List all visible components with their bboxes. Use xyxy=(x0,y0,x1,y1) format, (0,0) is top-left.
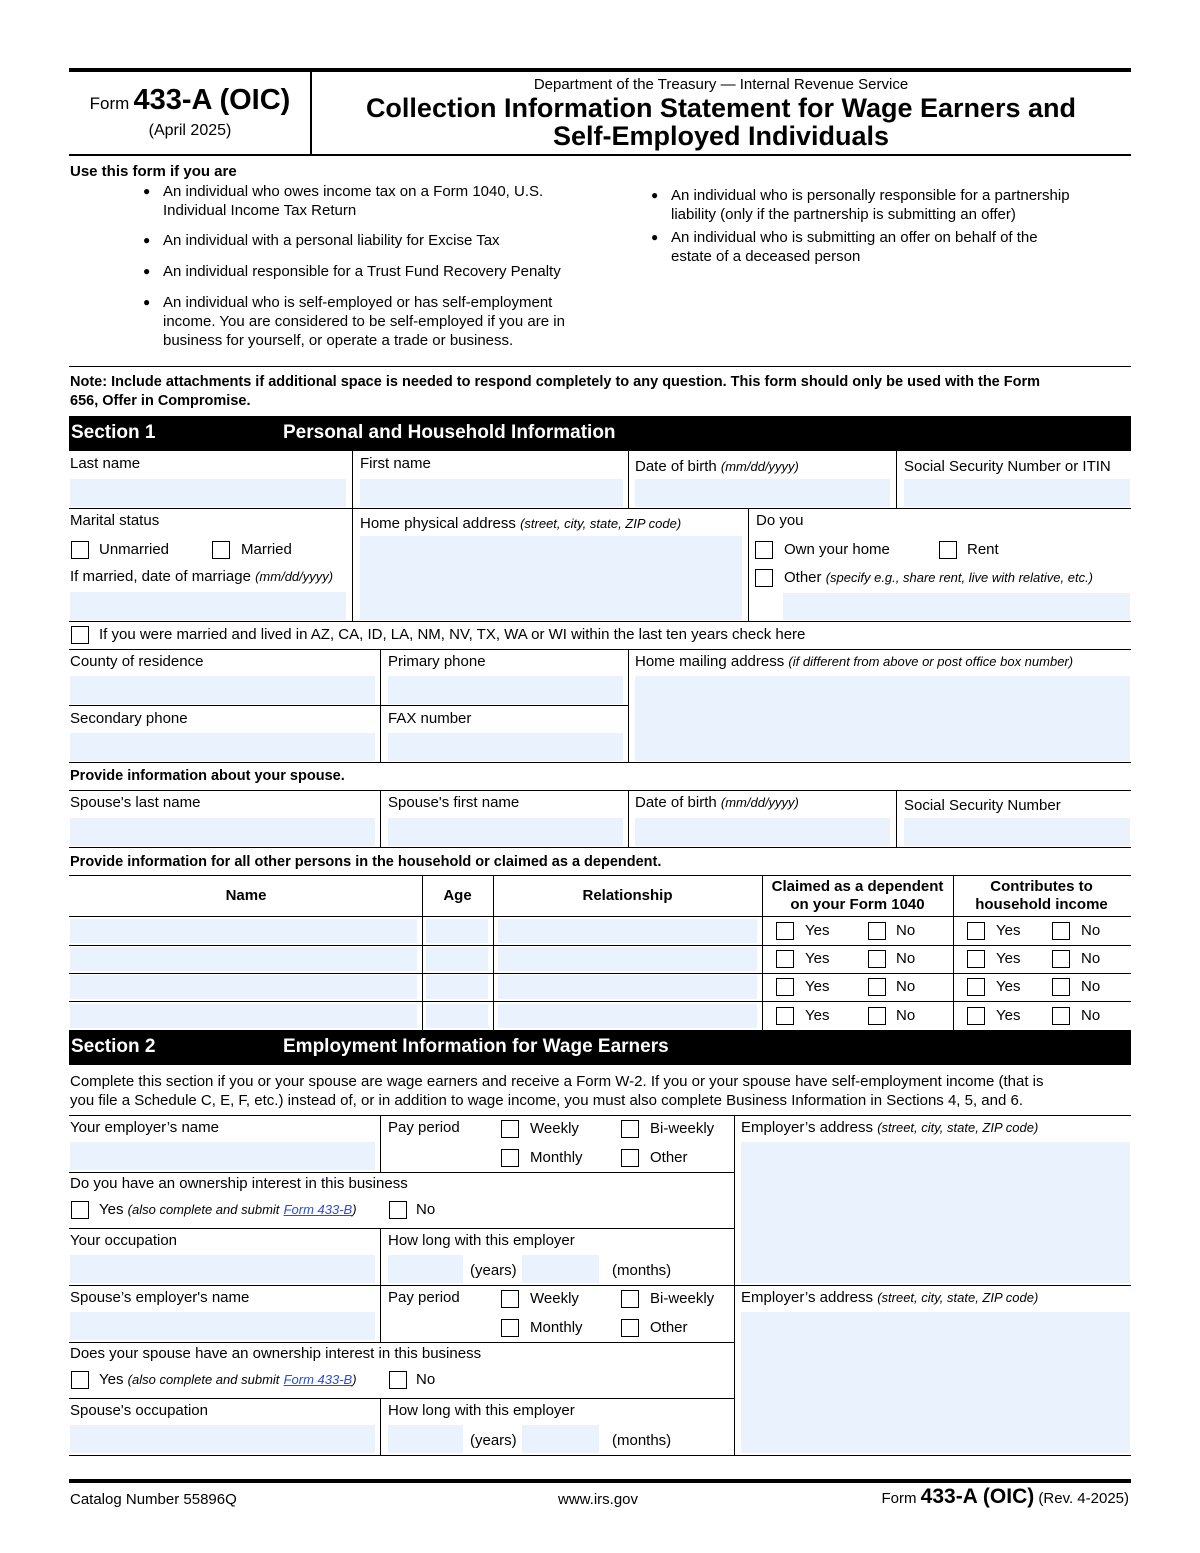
spouse-ssn-input[interactable] xyxy=(904,818,1130,846)
self-ownership-label: Do you have an ownership interest in this business xyxy=(70,1175,408,1192)
self-employer-name-input[interactable] xyxy=(70,1142,375,1170)
fax-label: FAX number xyxy=(388,710,472,727)
claimed-yes-checkbox[interactable] xyxy=(776,1007,794,1025)
row-rule xyxy=(69,1228,734,1229)
self-ownership-yes-label xyxy=(99,1201,357,1218)
divider xyxy=(628,790,629,847)
spouse-pay-period-label: Pay period xyxy=(388,1289,460,1306)
contrib-yes-checkbox[interactable] xyxy=(967,950,985,968)
title-line-1: Collection Information Statement for Wage Earners and xyxy=(365,93,1077,123)
bullet-4-line-2: income. You are considered to be self-employed if you are in xyxy=(163,313,565,330)
spouse-form-433b-link[interactable]: Form 433-B xyxy=(283,1372,353,1387)
row-rule xyxy=(69,1115,1131,1116)
last-name-label: Last name xyxy=(70,455,141,472)
spouse-ssn-label: Social Security Number xyxy=(904,797,1061,814)
form-prefix: Form xyxy=(89,94,130,113)
divider xyxy=(896,451,897,508)
marriage-date-label xyxy=(70,568,333,585)
row-rule xyxy=(69,1398,734,1399)
spouse-last-name-input[interactable] xyxy=(70,818,375,846)
spouse-ownership-yes-checkbox[interactable] xyxy=(71,1371,89,1389)
marriage-date-input[interactable] xyxy=(70,592,346,620)
section-2-title: Employment Information for Wage Earners xyxy=(283,1036,669,1057)
self-monthly-checkbox[interactable] xyxy=(501,1149,519,1167)
section-2-number: Section 2 xyxy=(71,1036,156,1057)
divider xyxy=(628,451,629,508)
spouse-ownership-no-checkbox[interactable] xyxy=(389,1371,407,1389)
bullet-dot-icon: ● xyxy=(143,264,151,278)
form-date: (April 2025) xyxy=(148,122,232,139)
household-age-input[interactable] xyxy=(426,947,488,971)
spouse-other-pay-label: Other xyxy=(650,1319,688,1336)
row-rule xyxy=(69,1285,1131,1286)
section-2-intro-line-1: Complete this section if you or your spouse are wage earners and receive a Form W-2. If you or your spouse have self-employment income (that is xyxy=(70,1073,1044,1090)
self-occupation-input[interactable] xyxy=(70,1255,375,1283)
col-claimed-line-1: Claimed as a dependent xyxy=(771,878,944,895)
bullet-2 xyxy=(143,231,500,250)
spouse-monthly-checkbox[interactable] xyxy=(501,1319,519,1337)
contrib-yes-checkbox[interactable] xyxy=(967,978,985,996)
do-you-label: Do you xyxy=(756,512,804,529)
other-housing-text: Other xyxy=(784,569,822,586)
household-relationship-input[interactable] xyxy=(498,919,757,943)
note-line-1: Note: Include attachments if additional space is needed to respond completely to any question. This form should only be used with the Form xyxy=(70,374,1041,390)
first-name-label: First name xyxy=(360,455,431,472)
household-name-input[interactable] xyxy=(70,1004,417,1028)
self-ownership-yes-checkbox[interactable] xyxy=(71,1201,89,1219)
row-rule xyxy=(69,508,1131,509)
household-age-input[interactable] xyxy=(426,975,488,999)
row-rule xyxy=(69,1342,734,1343)
contrib-no-label: No xyxy=(1081,978,1101,995)
col-relationship-header: Relationship xyxy=(582,887,673,904)
rent-label: Rent xyxy=(967,541,999,558)
spouse-close-paren: ) xyxy=(352,1372,357,1387)
first-name-input[interactable] xyxy=(360,479,623,507)
divider xyxy=(380,1285,381,1342)
bullet-1-line-2: Individual Income Tax Return xyxy=(163,202,357,219)
marital-status-label: Marital status xyxy=(70,512,160,529)
household-age-input[interactable] xyxy=(426,1004,488,1028)
col-name-header: Name xyxy=(225,887,267,904)
col-contrib-line-2: household income xyxy=(975,896,1108,913)
other-housing-input[interactable] xyxy=(783,593,1130,620)
self-biweekly-checkbox[interactable] xyxy=(621,1120,639,1138)
ssn-itin-input[interactable] xyxy=(904,479,1130,507)
bullet-6-line-1: An individual who is submitting an offer on behalf of the xyxy=(671,229,1038,246)
bullet-3-line-1: An individual responsible for a Trust Fund Recovery Penalty xyxy=(163,263,561,280)
other-housing-hint: (specify e.g., share rent, live with relative, etc.) xyxy=(825,570,1094,585)
self-employer-address-label xyxy=(741,1119,1038,1136)
bullet-dot-icon: ● xyxy=(143,184,151,198)
marriage-date-hint: (mm/dd/yyyy) xyxy=(255,569,334,584)
row-rule xyxy=(69,621,1131,622)
divider xyxy=(380,790,381,847)
secondary-phone-input[interactable] xyxy=(70,733,375,761)
claimed-no-checkbox[interactable] xyxy=(868,922,886,940)
mailing-address-label xyxy=(635,653,1073,670)
contrib-no-label: No xyxy=(1081,1007,1101,1024)
mailing-address-hint: (if different from above or post office box number) xyxy=(788,654,1074,669)
spouse-how-long-label: How long with this employer xyxy=(388,1402,575,1419)
note-line-2: 656, Offer in Compromise. xyxy=(70,393,251,409)
website: www.irs.gov xyxy=(558,1491,639,1508)
spouse-last-name-label: Spouse's last name xyxy=(70,794,201,811)
contrib-no-checkbox[interactable] xyxy=(1052,922,1070,940)
section-1-title: Personal and Household Information xyxy=(283,422,616,443)
footer-form-number: 433-A (OIC) xyxy=(920,1485,1035,1508)
note xyxy=(70,373,1130,411)
row-rule xyxy=(69,705,628,706)
spouse-employer-name-input[interactable] xyxy=(70,1312,375,1340)
unmarried-checkbox[interactable] xyxy=(71,541,89,559)
household-relationship-input[interactable] xyxy=(498,975,757,999)
dob-input[interactable] xyxy=(635,479,890,507)
bullet-6 xyxy=(651,228,1038,266)
claimed-no-label: No xyxy=(896,950,916,967)
self-years-input[interactable] xyxy=(388,1255,463,1283)
header-top-rule xyxy=(69,68,1131,72)
row-rule xyxy=(69,1172,734,1173)
bullet-4-line-3: business for yourself, or operate a trade or business. xyxy=(163,332,514,349)
row-rule xyxy=(69,790,1131,791)
spouse-biweekly-checkbox[interactable] xyxy=(621,1290,639,1308)
claimed-yes-label: Yes xyxy=(805,1007,830,1024)
home-address-text: Home physical address xyxy=(360,515,516,532)
marriage-date-text: If married, date of marriage xyxy=(70,568,251,585)
self-months-label: (months) xyxy=(612,1262,672,1279)
divider xyxy=(352,508,353,621)
married-label: Married xyxy=(241,541,292,558)
footer-form-prefix: Form xyxy=(881,1490,917,1507)
self-monthly-label: Monthly xyxy=(530,1149,583,1166)
claimed-yes-checkbox[interactable] xyxy=(776,978,794,996)
spouse-weekly-label: Weekly xyxy=(530,1290,579,1307)
spouse-employer-address-label xyxy=(741,1289,1038,1306)
spouse-ownership-no-label: No xyxy=(416,1371,436,1388)
self-employer-address-input[interactable] xyxy=(741,1142,1130,1283)
self-biweekly-label: Bi-weekly xyxy=(650,1120,715,1137)
intro-rule xyxy=(69,366,1131,367)
contrib-yes-checkbox[interactable] xyxy=(967,1007,985,1025)
bullet-4-line-1: An individual who is self-employed or has self-employment xyxy=(163,294,553,311)
community-property-checkbox[interactable] xyxy=(71,626,89,644)
claimed-no-checkbox[interactable] xyxy=(868,978,886,996)
spouse-employer-name-label: Spouse’s employer's name xyxy=(70,1289,250,1306)
footer-rule xyxy=(69,1479,1131,1483)
section-1-number: Section 1 xyxy=(71,422,156,443)
household-relationship-input[interactable] xyxy=(498,1004,757,1028)
bullet-2-line-1: An individual with a personal liability for Excise Tax xyxy=(163,232,500,249)
spouse-months-input[interactable] xyxy=(522,1425,599,1453)
form-id xyxy=(70,84,310,117)
self-how-long-label: How long with this employer xyxy=(388,1232,575,1249)
intro-heading: Use this form if you are xyxy=(70,163,237,180)
spouse-years-input[interactable] xyxy=(388,1425,463,1453)
contrib-yes-label: Yes xyxy=(996,978,1021,995)
footer-form-id xyxy=(881,1485,1129,1509)
claimed-no-checkbox[interactable] xyxy=(868,1007,886,1025)
mailing-address-input[interactable] xyxy=(635,676,1130,761)
contrib-no-label: No xyxy=(1081,922,1101,939)
page-title xyxy=(312,94,1130,150)
claimed-yes-checkbox[interactable] xyxy=(776,950,794,968)
row-rule xyxy=(69,1001,1131,1002)
divider xyxy=(380,1398,381,1455)
row-rule xyxy=(69,762,1131,763)
bullet-5-line-2: liability (only if the partnership is submitting an offer) xyxy=(671,206,1016,223)
married-checkbox[interactable] xyxy=(212,541,230,559)
household-age-input[interactable] xyxy=(426,919,488,943)
bullet-dot-icon: ● xyxy=(143,295,151,309)
dob-label xyxy=(635,458,799,475)
household-name-input[interactable] xyxy=(70,975,417,999)
contrib-no-checkbox[interactable] xyxy=(1052,1007,1070,1025)
self-weekly-checkbox[interactable] xyxy=(501,1120,519,1138)
other-housing-checkbox[interactable] xyxy=(755,569,773,587)
bullet-dot-icon: ● xyxy=(651,188,659,202)
contrib-yes-label: Yes xyxy=(996,950,1021,967)
self-ownership-no-label: No xyxy=(416,1201,436,1218)
spouse-first-name-input[interactable] xyxy=(388,818,623,846)
claimed-yes-label: Yes xyxy=(805,978,830,995)
form-number: 433-A (OIC) xyxy=(133,84,291,116)
spouse-biweekly-label: Bi-weekly xyxy=(650,1290,715,1307)
contrib-yes-label: Yes xyxy=(996,922,1021,939)
household-name-input[interactable] xyxy=(70,947,417,971)
spouse-heading: Provide information about your spouse. xyxy=(70,768,345,784)
bullet-dot-icon: ● xyxy=(651,230,659,244)
divider xyxy=(352,451,353,508)
col-claimed-line-2: on your Form 1040 xyxy=(790,896,925,913)
spouse-employer-address-hint: (street, city, state, ZIP code) xyxy=(877,1290,1039,1305)
divider xyxy=(734,1285,735,1455)
mailing-address-text: Home mailing address xyxy=(635,653,785,670)
primary-phone-label: Primary phone xyxy=(388,653,486,670)
unmarried-label: Unmarried xyxy=(99,541,170,558)
bullet-4 xyxy=(143,293,565,350)
bullet-5-line-1: An individual who is personally responsible for a partnership xyxy=(671,187,1070,204)
col-contrib-header xyxy=(953,878,1130,914)
spouse-dob-hint: (mm/dd/yyyy) xyxy=(720,795,799,810)
contrib-no-label: No xyxy=(1081,950,1101,967)
home-address-input[interactable] xyxy=(360,536,742,620)
col-age-header: Age xyxy=(443,887,472,904)
bullet-dot-icon: ● xyxy=(143,233,151,247)
household-heading: Provide information for all other persons in the household or claimed as a dependent. xyxy=(70,854,662,870)
spouse-weekly-checkbox[interactable] xyxy=(501,1290,519,1308)
footer-revision: (Rev. 4-2025) xyxy=(1038,1490,1129,1507)
header-bottom-rule xyxy=(69,154,1131,156)
own-home-checkbox[interactable] xyxy=(755,541,773,559)
county-label: County of residence xyxy=(70,653,204,670)
col-claimed-header xyxy=(762,878,953,914)
agency: Department of the Treasury — Internal Revenue Service xyxy=(533,76,909,93)
spouse-occupation-label: Spouse's occupation xyxy=(70,1402,208,1419)
ssn-itin-label: Social Security Number or ITIN xyxy=(904,458,1111,475)
self-weekly-label: Weekly xyxy=(530,1120,579,1137)
claimed-yes-checkbox[interactable] xyxy=(776,922,794,940)
self-occupation-label: Your occupation xyxy=(70,1232,178,1249)
contrib-no-checkbox[interactable] xyxy=(1052,978,1070,996)
spouse-years-label: (years) xyxy=(470,1432,517,1449)
self-years-label: (years) xyxy=(470,1262,517,1279)
self-also-complete: (also complete and submit xyxy=(127,1202,280,1217)
spouse-also-complete: (also complete and submit xyxy=(127,1372,280,1387)
section-1-header xyxy=(69,416,1131,451)
own-home-label: Own your home xyxy=(784,541,890,558)
home-address-label xyxy=(360,515,681,532)
contrib-no-checkbox[interactable] xyxy=(1052,950,1070,968)
divider xyxy=(896,790,897,847)
spouse-occupation-input[interactable] xyxy=(70,1425,375,1453)
self-months-input[interactable] xyxy=(522,1255,599,1283)
spouse-employer-address-text: Employer’s address xyxy=(741,1289,874,1306)
divider xyxy=(380,1228,381,1285)
dob-hint: (mm/dd/yyyy) xyxy=(720,459,799,474)
spouse-dob-label xyxy=(635,794,799,811)
divider xyxy=(628,649,629,762)
self-form-433b-link[interactable]: Form 433-B xyxy=(283,1202,353,1217)
bullet-3 xyxy=(143,262,561,281)
self-employer-address-text: Employer’s address xyxy=(741,1119,874,1136)
bullet-1-line-1: An individual who owes income tax on a Form 1040, U.S. xyxy=(163,183,544,200)
row-rule xyxy=(69,973,1131,974)
other-housing-label xyxy=(784,569,1093,586)
household-name-input[interactable] xyxy=(70,919,417,943)
divider xyxy=(380,1115,381,1172)
claimed-no-label: No xyxy=(896,922,916,939)
spouse-first-name-label: Spouse's first name xyxy=(388,794,520,811)
spouse-ownership-yes-text: Yes xyxy=(99,1371,124,1388)
spouse-employer-address-input[interactable] xyxy=(741,1312,1130,1453)
row-rule xyxy=(69,916,1131,917)
home-address-hint: (street, city, state, ZIP code) xyxy=(520,516,682,531)
spouse-months-label: (months) xyxy=(612,1432,672,1449)
self-ownership-yes-text: Yes xyxy=(99,1201,124,1218)
self-employer-name-label: Your employer’s name xyxy=(70,1119,219,1136)
claimed-yes-label: Yes xyxy=(805,950,830,967)
claimed-no-label: No xyxy=(896,978,916,995)
title-line-2: Self-Employed Individuals xyxy=(552,121,890,151)
spouse-ownership-yes-label xyxy=(99,1371,357,1388)
last-name-input[interactable] xyxy=(70,479,346,507)
catalog-number: Catalog Number 55896Q xyxy=(70,1491,237,1508)
self-other-pay-label: Other xyxy=(650,1149,688,1166)
bullet-6-line-2: estate of a deceased person xyxy=(671,248,861,265)
spouse-monthly-label: Monthly xyxy=(530,1319,583,1336)
dob-text: Date of birth xyxy=(635,458,717,475)
self-close-paren: ) xyxy=(352,1202,357,1217)
claimed-no-checkbox[interactable] xyxy=(868,950,886,968)
county-input[interactable] xyxy=(70,676,375,704)
claimed-yes-label: Yes xyxy=(805,922,830,939)
bullet-1 xyxy=(143,182,544,220)
household-relationship-input[interactable] xyxy=(498,947,757,971)
fax-input[interactable] xyxy=(388,733,623,761)
row-rule xyxy=(69,649,1131,650)
spouse-other-pay-checkbox[interactable] xyxy=(621,1319,639,1337)
spouse-dob-input[interactable] xyxy=(635,818,890,846)
divider xyxy=(734,1115,735,1285)
row-rule xyxy=(69,1455,1131,1456)
self-ownership-no-checkbox[interactable] xyxy=(389,1201,407,1219)
contrib-yes-checkbox[interactable] xyxy=(967,922,985,940)
community-property-label: If you were married and lived in AZ, CA, ID, LA, NM, NV, TX, WA or WI within the last ten years check here xyxy=(99,626,806,643)
rent-checkbox[interactable] xyxy=(939,541,957,559)
spouse-ownership-label: Does your spouse have an ownership interest in this business xyxy=(70,1345,482,1362)
row-rule xyxy=(69,945,1131,946)
self-employer-address-hint: (street, city, state, ZIP code) xyxy=(877,1120,1039,1135)
secondary-phone-label: Secondary phone xyxy=(70,710,188,727)
divider xyxy=(748,508,749,621)
col-contrib-line-1: Contributes to xyxy=(990,878,1093,895)
contrib-yes-label: Yes xyxy=(996,1007,1021,1024)
spouse-dob-text: Date of birth xyxy=(635,794,717,811)
section-2-intro xyxy=(70,1072,1130,1110)
row-rule xyxy=(69,847,1131,848)
self-pay-period-label: Pay period xyxy=(388,1119,460,1136)
section-2-header xyxy=(69,1030,1131,1065)
section-2-intro-line-2: you file a Schedule C, E, F, etc.) instead of, or in addition to wage income, you must also complete Business Information in Sections 4, 5, and 6. xyxy=(70,1092,1024,1109)
primary-phone-input[interactable] xyxy=(388,676,623,704)
row-rule xyxy=(69,875,1131,876)
bullet-5 xyxy=(651,186,1070,224)
claimed-no-label: No xyxy=(896,1007,916,1024)
self-other-pay-checkbox[interactable] xyxy=(621,1149,639,1167)
